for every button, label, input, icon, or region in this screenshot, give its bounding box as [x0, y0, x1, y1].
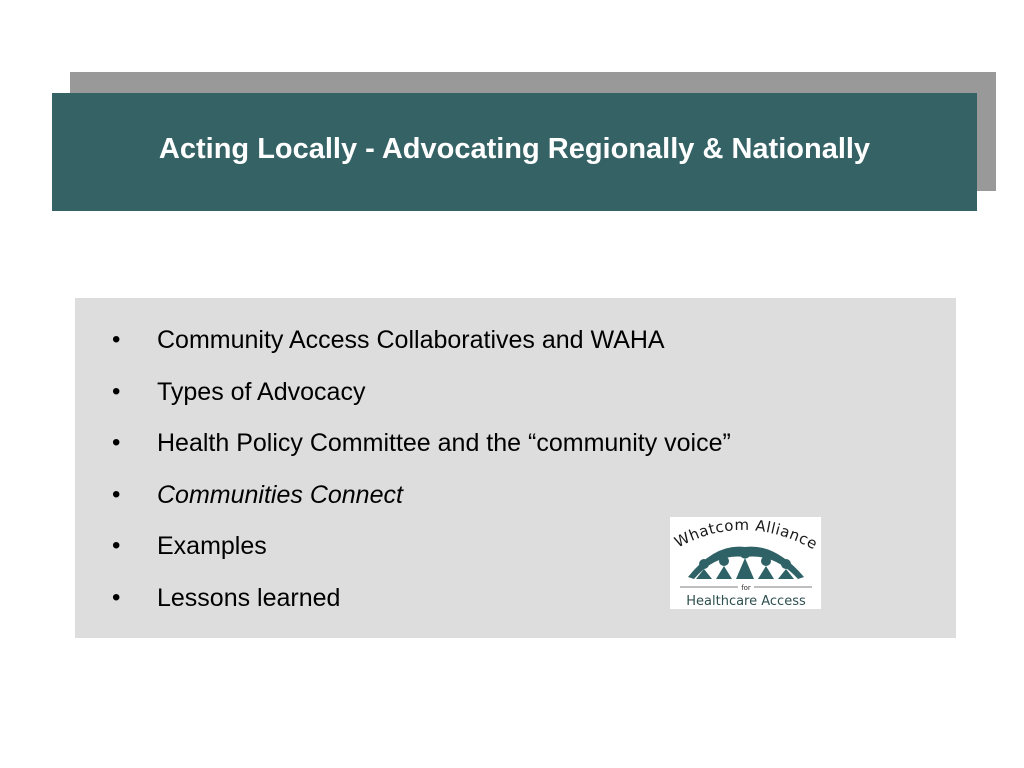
bullet-icon: •	[112, 583, 121, 611]
people-arch-icon	[688, 547, 804, 579]
logo-middle-text: for	[741, 584, 751, 592]
content-box	[75, 298, 956, 638]
bullet-text: Types of Advocacy	[157, 377, 366, 406]
logo-top-text: Whatcom Alliance	[671, 517, 821, 554]
bullet-text: Community Access Collaboratives and WAHA	[157, 326, 665, 354]
bullet-text: Lessons learned	[157, 583, 341, 612]
bullet-icon: •	[112, 377, 121, 405]
bullet-icon: •	[112, 532, 121, 559]
bullet-text: Communities Connect	[157, 480, 403, 509]
title-bar	[52, 93, 977, 211]
logo-bottom-text: Healthcare Access	[686, 594, 806, 609]
slide-title: Acting Locally - Advocating Regionally & Nationally	[158, 132, 871, 165]
whatcom-alliance-logo	[670, 517, 821, 609]
bullet-text: Examples	[157, 532, 267, 560]
bullet-icon: •	[112, 326, 121, 353]
bullet-icon: •	[112, 480, 121, 508]
logo-graphic	[670, 517, 821, 609]
bullet-icon: •	[112, 429, 121, 456]
bullet-text: Health Policy Committee and the “community voice”	[157, 429, 731, 457]
